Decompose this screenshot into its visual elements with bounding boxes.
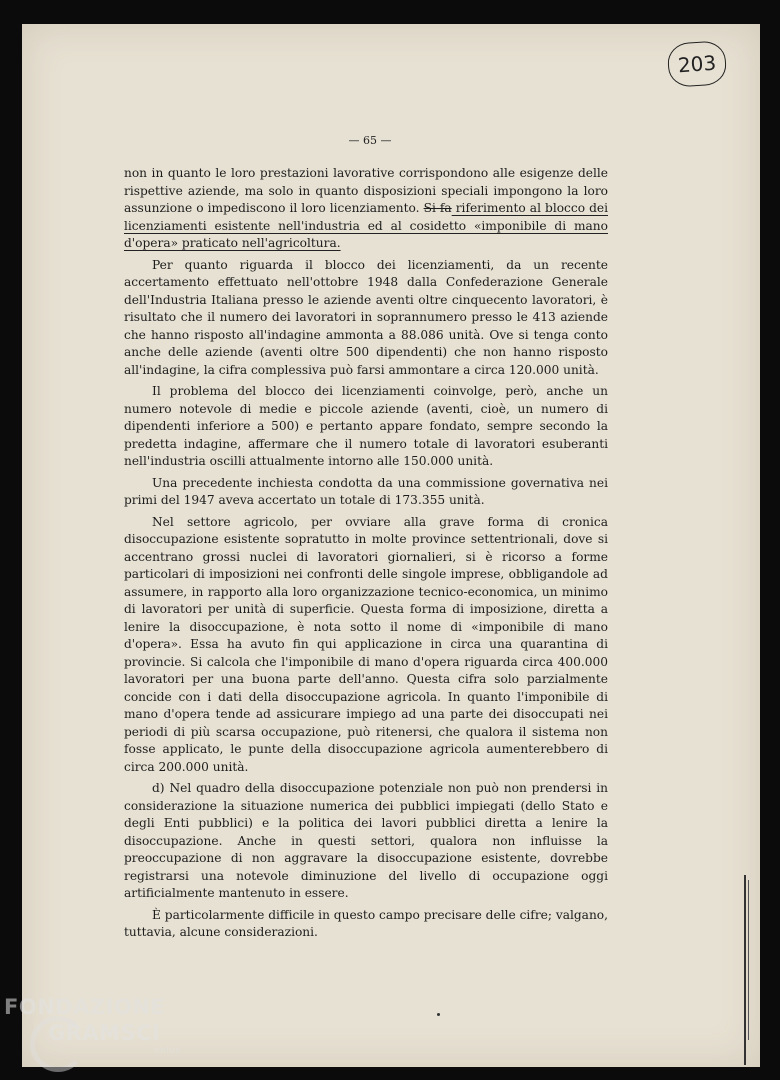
watermark-line-1: FONDAZIONE [4,995,166,1019]
margin-pen-line-secondary [748,880,749,1040]
document-body [124,165,608,946]
archive-number-stamp: 203 [667,40,728,88]
watermark-line-3: onlus [154,1046,181,1056]
paragraph-section-d: d) Nel quadro della disoccupazione potenziale non può non prendersi in considerazione la situazione numerica dei pubblici impiegati (dello Stato e degli Enti pubblici) e la politica dei lavori pubblici diretta a lenire la disoccupazione. Anche in questi settori, qualora non influisse la preoccupazione di non aggravare la disoccupazione esistente, dovrebbe registrarsi una notevole diminuzione del livello di occupazione oggi artificialmente mantenuto in essere. [124,781,608,900]
paragraph-blocco-licenziamenti: Per quanto riguarda il blocco dei licenziamenti, da un recente accertamento effettuato nell'ottobre 1948 dalla Confederazione Generale dell'Industria Italiana presso le aziende aventi oltre cinquecento lavoratori, è risultato che il numero dei lavoratori in soprannumero presso le 413 aziende che hanno risposto all'indagine ammonta a 88.086 unità. Ove si tenga conto anche delle aziende (aventi oltre 500 dipendenti) che non hanno risposto all'indagine, la cifra complessiva può farsi ammontare a circa 120.000 unità. [124,257,608,377]
paragraph-opening [124,165,608,253]
ink-dot [437,1013,440,1016]
paragraph-medie-piccole-aziende: Il problema del blocco dei licenziamenti coinvolge, però, anche un numero notevole di medie e piccole aziende (aventi, cioè, un numero di dipendenti inferiore a 500) e pertanto appare fondato, sempre secondo la predetta indagine, affermare che il numero totale di lavoratori esuberanti nell'industria oscilli attualmente intorno alle 150.000 unità. [124,384,608,468]
paragraph-opening-text-a: non in quanto le loro prestazioni lavorative corrispondono alle esigenze delle rispettive aziende, ma solo in quanto disposizioni speciali impongono la loro assunzione o impediscono il loro licenziamento. [124,166,608,215]
underlined-text: riferimento al blocco dei licenziamenti esistente nell'industria ed al cosidetto «imponibile di mano d'opera» praticato nell'agricoltura. [124,201,608,250]
struck-through-text: Si fa [423,201,452,215]
watermark-line-2: GRAMSCI [48,1021,161,1045]
paragraph-inchiesta-1947: Una precedente inchiesta condotta da una commissione governativa nei primi del 1947 aveva accertato un totale di 173.355 unità. [124,475,608,507]
paragraph-considerazioni: È particolarmente difficile in questo campo precisare delle cifre; valgano, tuttavia, alcune considerazioni. [124,907,609,939]
page-number: — 65 — [348,134,392,147]
paragraph-settore-agricolo: Nel settore agricolo, per ovviare alla grave forma di cronica disoccupazione esistente sopratutto in molte province settentrionali, dove si accentrano grossi nuclei di lavoratori giornalieri, si è ricorso a forme particolari di imposizioni nei confronti delle singole imprese, obbligandole ad assumere, in rapporto alla loro organizzazione tecnico-economica, un minimo di lavoratori per unità di superficie. Questa forma di imposizione, diretta a lenire la disoccupazione, è nota sotto il nome di «imponibile di mano d'opera». Essa ha avuto fin qui applicazione in circa una quarantina di provincie. Si calcola che l'imponibile di mano d'opera riguarda circa 400.000 lavoratori per una buona parte dell'anno. Questa cifra solo parzialmente concide con i dati della disoccupazione agricola. In quanto l'imponibile di mano d'opera tende ad assicurare impiego ad una parte dei disoccupati nei periodi di più scarsa occupazione, può ritenersi, che qualora il sistema non fosse applicato, le punte della disoccupazione agricola aumenterebbero di circa 200.000 unità. [124,514,608,774]
watermark [4,994,181,1056]
margin-pen-line [744,875,746,1065]
